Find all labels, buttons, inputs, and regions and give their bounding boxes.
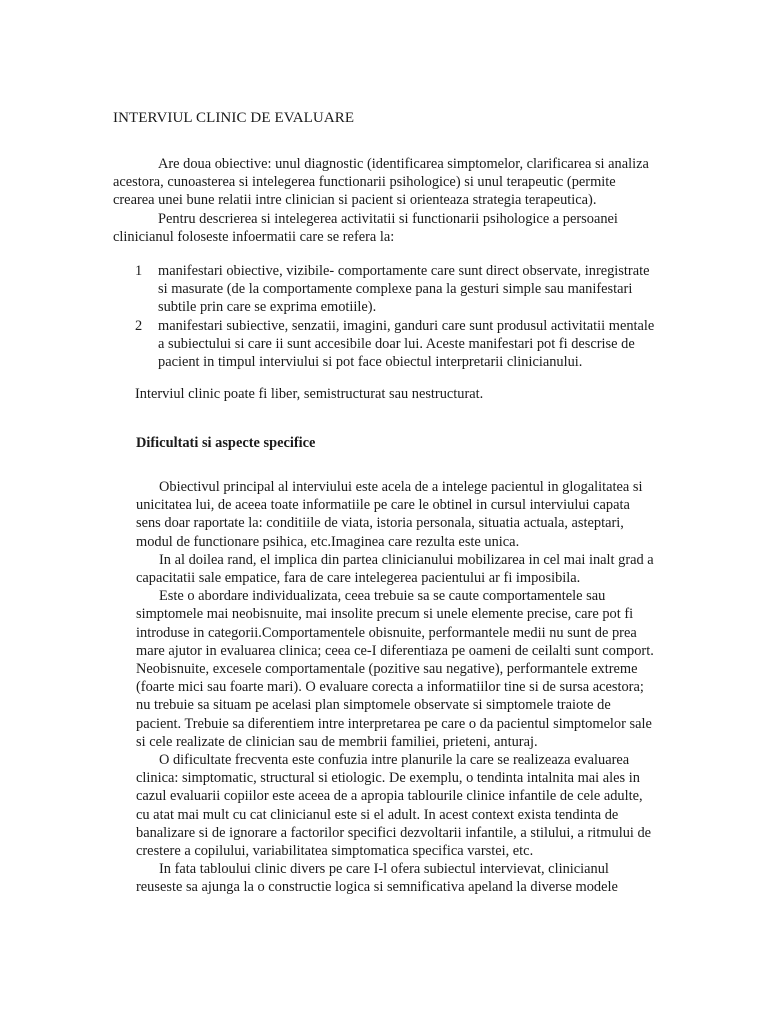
- information-list: [113, 262, 658, 371]
- list-item: [113, 262, 658, 317]
- section-paragraph-5: In fata tabloului clinic divers pe care I-l ofera subiectul intervievat, clinicianul reuseste sa ajunga la o constructie logica si semnificativa apeland la diverse modele: [136, 861, 618, 896]
- list-item: [113, 317, 658, 372]
- intro-section: [113, 155, 658, 246]
- list-item-number: 1: [135, 263, 143, 279]
- section-paragraph-1: Obiectivul principal al interviului este acela de a intelege pacientul in glogalitatea si unicitatea lui, de aceea toate informatiile pe care le obtinel in cursul interviului capata sens doar raportate la: conditiile de viata, istoria personala, situatia actuala, asteptari, modul de functionare psihica, etc.Imaginea care rezulta este unica.: [136, 479, 643, 550]
- section-paragraph-2: In al doilea rand, el implica din partea clinicianului mobilizarea in cel mai inalt grad a capacitatii sale empatice, fara de care intelegerea pacientului ar fi imposibila.: [136, 551, 654, 587]
- section-paragraph-4: O dificultate frecventa este confuzia intre planurile la care se realizeaza evaluarea clinica: simptomatic, structural si etiologic. De exemplu, o tendinta intalnita mai ales in cazul evaluarii copiilor este aceea de a apropia tablourile clinice infantile de cele adulte, cu atat mai mult cu cat clinicianul este si el adult. In acest context exista tendinta de banalizare si de ignorare a factorilor specifici dezvoltarii infantile, a stilului, a ritmului de crestere a copilului, variabilitatea simptomatica specifica varstei, etc.: [136, 752, 652, 860]
- document-title: INTERVIUL CLINIC DE EVALUARE: [113, 110, 355, 126]
- interview-types-line: Interviul clinic poate fi liber, semistructurat sau nestructurat.: [135, 386, 484, 402]
- section-body: [136, 478, 656, 897]
- section-heading: Dificultati si aspecte specifice: [136, 435, 316, 451]
- intro-paragraph-1: Are doua obiective: unul diagnostic (identificarea simptomelor, clarificarea si analiza acestora, cunoasterea si intelegerea functionarii psihologice) si unul terapeutic (permite crearea unei bune relatii intre clinician si pacient si orienteaza strategia terapeutica).: [113, 156, 649, 209]
- intro-paragraph-2: Pentru descrierea si intelegerea activitatii si functionarii psihologice a persoanei clinicianul foloseste infoermatii care se refera la:: [113, 210, 618, 245]
- section-paragraph-3: Este o abordare individualizata, ceea trebuie sa se caute comportamentele sau simptomele mai neobisnuite, mai insolite precum si unele elemente precise, care pot fi introduse in categorii.Comportamentele obisnuite, performantele medii nu sunt de prea mare ajutor in evaluarea clinica; ceea ce-I diferentiaza pe oameni de ceilalti sunt comport. Neobisnuite, excesele comportamentale (pozitive sau negative), performantele extreme (foarte mici sau foarte mari). O evaluare corecta a informatiilor tine si de sursa acestora; nu trebuie sa situam pe acelasi plan simptomele observate si simptomele traiote de pacient. Trebuie sa diferentiem intre interpretarea pe care o da pacientul simptomelor sale si cele realizate de clinician sau de membrii familiei, prieteni, anturaj.: [136, 588, 654, 750]
- list-item-text: manifestari obiective, vizibile- comportamente care sunt direct observate, inregistrate si masurate (de la comportamente complexe pana la gesturi simple sau manifestari subtile prin care se exprima emotiile).: [158, 263, 650, 316]
- list-item-text: manifestari subiective, senzatii, imagini, ganduri care sunt produsul activitatii mentale a subiectului si care ii sunt accesibile doar lui. Aceste manifestari pot fi descrise de pacient in timpul interviului si pot face obiectul interpretarii clinicianului.: [158, 317, 655, 371]
- list-item-number: 2: [135, 317, 143, 334]
